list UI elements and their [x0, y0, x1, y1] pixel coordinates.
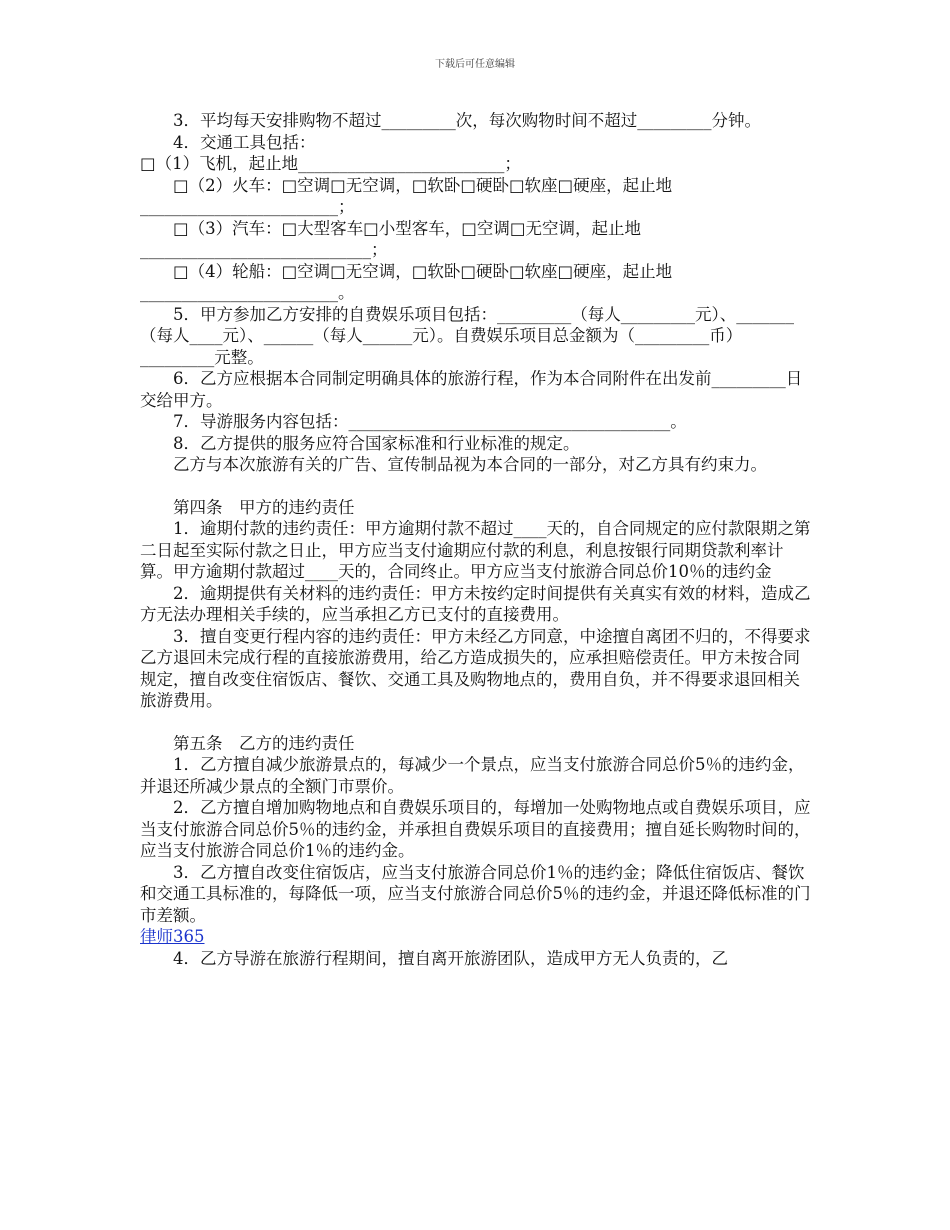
clause-4-transport: 4．交通工具包括： [173, 132, 316, 152]
lawyer365-link[interactable]: 律师365 [140, 927, 205, 946]
article-4-item-1: 1．逾期付款的违约责任：甲方逾期付款不超过____天的，自合同规定的应付款限期之第二日起至实际付款之日止，甲方应当支付逾期应付款的利息，利息按银行同期贷款利率计算。甲方逾期付款超过____天的，合同终止。甲方应当支付旅游合同总价10％的违约金 [140, 519, 811, 581]
article-5-item-4: 4．乙方导游在旅游行程期间，擅自离开旅游团队，造成甲方无人负责的，乙 [173, 948, 728, 968]
article-5-item-2: 2．乙方擅自增加购物地点和自费娱乐项目的，每增加一处购物地点或自费娱乐项目，应当支付旅游合同总价5％的违约金，并承担自费娱乐项目的直接费用；擅自延长购物时间的，应当支付旅游合同总价1％的违约金。 [140, 798, 811, 860]
transport-option-bus: □（3）汽车：□大型客车□小型客车，□空调□无空调，起止地____________________________； [140, 218, 641, 259]
transport-option-ship: □（4）轮船：□空调□无空调，□软卧□硬卧□软座□硬座，起止地________________________。 [140, 261, 673, 302]
article-5-item-3: 3．乙方擅自改变住宿饭店，应当支付旅游合同总价1％的违约金；降低住宿饭店、餐饮和交通工具标准的，每降低一项，应当支付旅游合同总价5％的违约金，并退还降低标准的门市差额。 [140, 862, 811, 925]
clause-7-guide-service: 7．导游服务内容包括：_______________________________________。 [173, 412, 687, 431]
clause-3-shopping: 3．平均每天安排购物不超过_________次，每次购物时间不超过_________分钟。 [173, 111, 761, 130]
document-body [140, 110, 812, 969]
article-5-title: 第五条 乙方的违约责任 [173, 733, 355, 753]
page-header: 下载后可任意编辑 [435, 59, 515, 70]
transport-option-plane: □（1）飞机，起止地_________________________； [140, 154, 521, 173]
article-4-title: 第四条 甲方的违约责任 [173, 497, 355, 517]
section-gap [140, 712, 812, 733]
section-gap [140, 476, 812, 497]
article-4-item-2: 2．逾期提供有关材料的违约责任：甲方未按约定时间提供有关真实有效的材料，造成乙方无法办理相关手续的，应当承担乙方已支付的直接费用。 [140, 583, 811, 624]
transport-option-train: □（2）火车：□空调□无空调，□软卧□硬卧□软座□硬座，起止地________________________； [140, 175, 673, 216]
link-row [140, 926, 812, 948]
clause-8-standards: 8．乙方提供的服务应符合国家标准和行业标准的规定。 [173, 433, 580, 453]
clause-5-entertainment: 5．甲方参加乙方安排的自费娱乐项目包括：_________（每人_________元）、_______（每人____元）、______（每人______元）。自费娱乐项目总金额为（_________币）_________元整。 [140, 304, 794, 367]
clause-ads-binding: 乙方与本次旅游有关的广告、宣传制品视为本合同的一部分，对乙方具有约束力。 [173, 455, 767, 474]
article-4-item-3: 3．擅自变更行程内容的违约责任：甲方未经乙方同意，中途擅自离团不归的，不得要求乙方退回未完成行程的直接旅游费用，给乙方造成损失的，应承担赔偿责任。甲方未按合同规定，擅自改变住宿饭店、餐饮、交通工具及购物地点的，费用自负，并不得要求退回相关旅游费用。 [140, 626, 811, 710]
clause-6-itinerary: 6．乙方应根据本合同制定明确具体的旅游行程，作为本合同附件在出发前_________日交给甲方。 [140, 369, 803, 410]
article-5-item-1: 1．乙方擅自减少旅游景点的，每减少一个景点，应当支付旅游合同总价5％的违约金，并退还所减少景点的全额门市票价。 [140, 755, 805, 796]
